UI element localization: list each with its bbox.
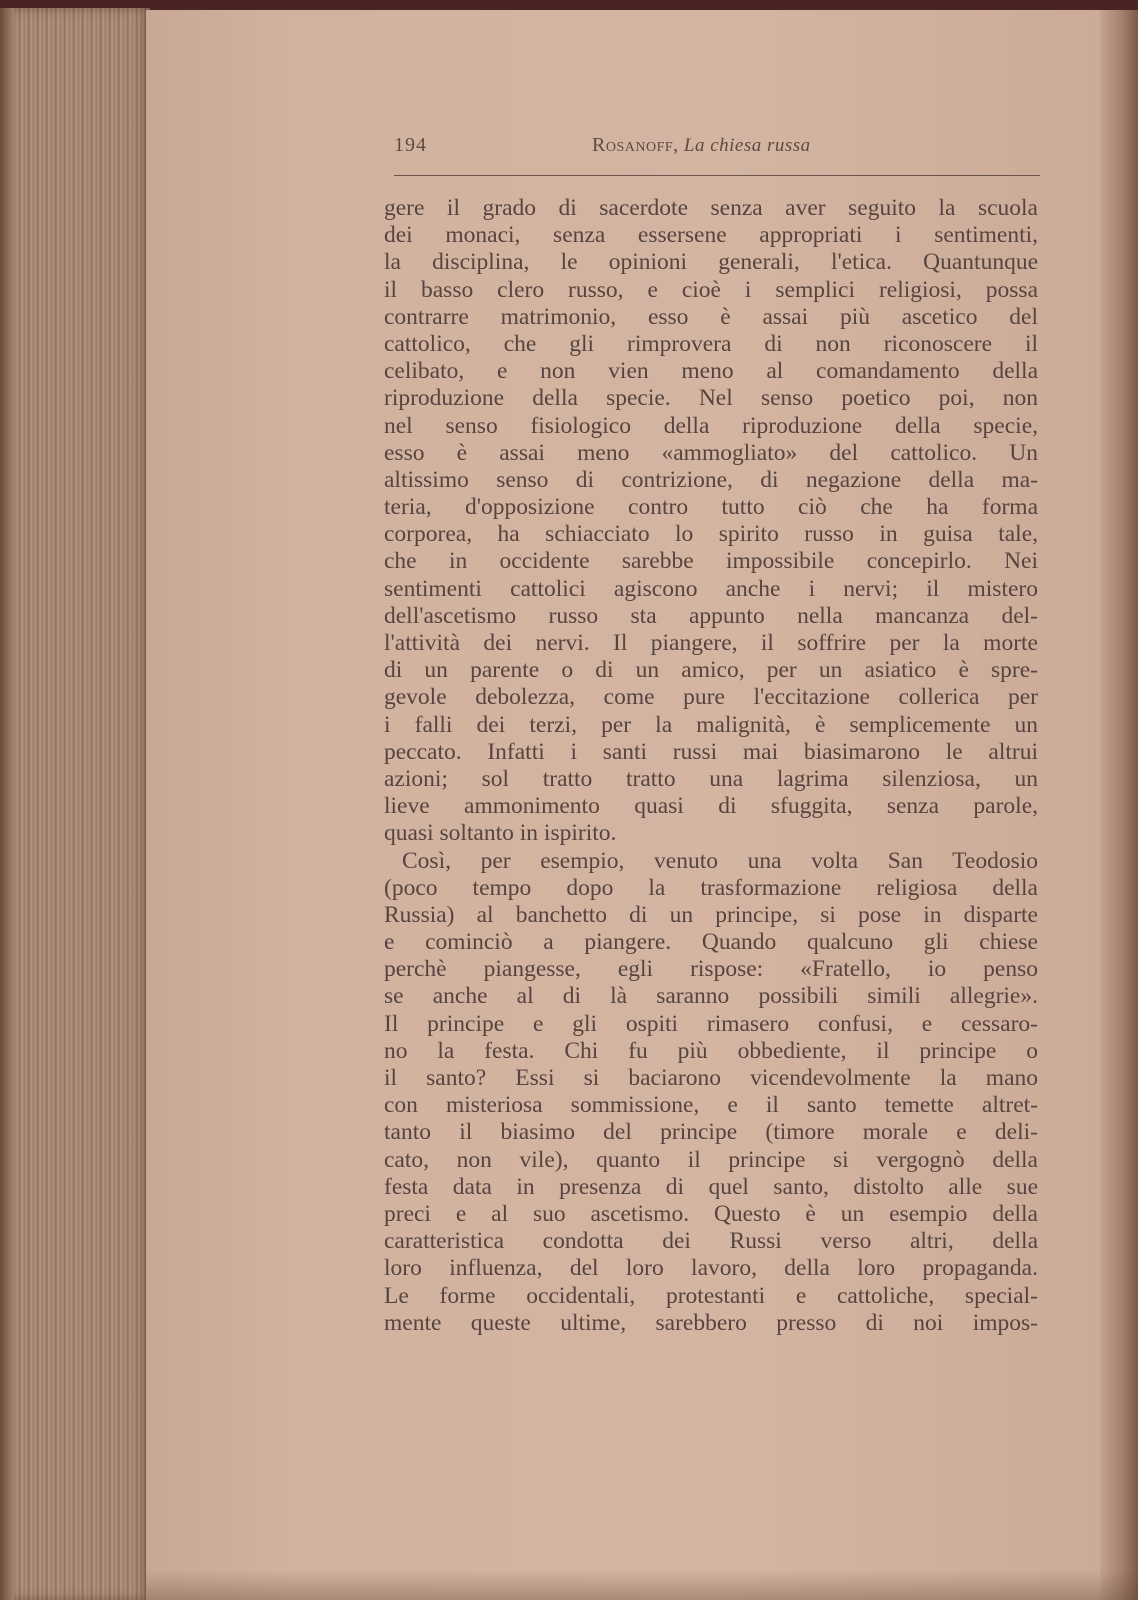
text-line: lieve ammonimento quasi di sfuggita, senza parole, [384, 793, 1038, 820]
text-line: sentimenti cattolici agiscono anche i nervi; il mistero [384, 575, 1038, 602]
text-line: corporea, ha schiacciato lo spirito russo in guisa tale, [384, 521, 1038, 548]
text-line: (poco tempo dopo la trasformazione religiosa della [384, 874, 1038, 901]
paragraph-end-line: quasi soltanto in ispirito. [384, 820, 617, 847]
text-line: il santo? Essi si baciarono vicendevolmente la mano [384, 1065, 1038, 1091]
text-line: tanto il biasimo del principe (timore morale e deli- [384, 1119, 1038, 1146]
text-line: altissimo senso di contrizione, di negazione della ma- [384, 466, 1038, 493]
text-line: dei monaci, senza essersene appropriati i sentimenti, [384, 222, 1038, 249]
text-line: se anche al di là saranno possibili simili allegrie». [384, 983, 1038, 1010]
text-line: mente queste ultime, sarebbero presso di noi impos- [384, 1309, 1038, 1336]
body-text [384, 195, 1038, 1337]
author-name: Rosanoff, [592, 134, 679, 156]
text-line: cato, non vile), quanto il principe si vergognò della [384, 1146, 1038, 1173]
text-line: celibato, e non vien meno al comandamento della [384, 358, 1038, 385]
header-rule [394, 175, 1040, 176]
text-line: caratteristica condotta dei Russi verso altri, della [384, 1228, 1038, 1255]
text-line: esso è assai meno «ammogliato» del cattolico. Un [384, 439, 1038, 466]
stacked-page-edges [0, 8, 150, 1600]
page-bottom-shadow [146, 1570, 1138, 1600]
text-line: nel senso fisiologico della riproduzione della specie, [384, 412, 1038, 439]
text-line: festa data in presenza di quel santo, distolto alle sue [384, 1173, 1038, 1200]
text-line: che in occidente sarebbe impossibile concepirlo. Nei [384, 548, 1038, 575]
paragraph-start-line: Così, per esempio, venuto una volta San Teodosio [402, 847, 1038, 874]
running-header [394, 134, 1040, 164]
text-line: perchè piangesse, egli rispose: «Fratello, io penso [384, 956, 1038, 983]
text-line: loro influenza, del loro lavoro, della loro propaganda. [384, 1255, 1038, 1282]
text-line: gere il grado di sacerdote senza aver seguito la scuola [384, 195, 1038, 221]
text-line: riproduzione della specie. Nel senso poetico poi, non [384, 385, 1038, 412]
text-line: i falli dei terzi, per la malignità, è semplicemente un [384, 711, 1038, 738]
text-line: Le forme occidentali, protestanti e cattoliche, special- [384, 1282, 1038, 1309]
page-right-edge [1100, 10, 1138, 1600]
text-line: e cominciò a piangere. Quando qualcuno gli chiese [384, 929, 1038, 956]
text-line: peccato. Infatti i santi russi mai biasimarono le altrui [384, 738, 1038, 765]
text-line: azioni; sol tratto tratto una lagrima silenziosa, un [384, 765, 1038, 792]
text-line: la disciplina, le opinioni generali, l'etica. Quantunque [384, 249, 1038, 276]
text-line: il basso clero russo, e cioè i semplici religiosi, possa [384, 276, 1038, 303]
text-line: teria, d'opposizione contro tutto ciò che ha forma [384, 494, 1038, 521]
text-line: Il principe e gli ospiti rimasero confusi, e cessaro- [384, 1010, 1038, 1037]
text-line: con misteriosa sommissione, e il santo temette altret- [384, 1092, 1038, 1119]
text-line: dell'ascetismo russo sta appunto nella mancanza del- [384, 602, 1038, 629]
text-line: no la festa. Chi fu più obbediente, il principe o [384, 1037, 1038, 1064]
text-line: preci e al suo ascetismo. Questo è un esempio della [384, 1200, 1038, 1227]
work-title: La chiesa russa [683, 135, 811, 156]
text-line: gevole debolezza, come pure l'eccitazione collerica per [384, 684, 1038, 711]
page-number: 194 [394, 134, 427, 156]
text-line: l'attività dei nervi. Il piangere, il soffrire per la morte [384, 630, 1038, 656]
text-line: cattolico, che gli rimprovera di non riconoscere il [384, 330, 1038, 357]
text-line: Russia) al banchetto di un principe, si pose in disparte [384, 901, 1038, 928]
text-line: di un parente o di un amico, per un asiatico è spre- [384, 657, 1038, 684]
text-line: contrarre matrimonio, esso è assai più ascetico del [384, 303, 1038, 330]
running-head [592, 134, 811, 157]
